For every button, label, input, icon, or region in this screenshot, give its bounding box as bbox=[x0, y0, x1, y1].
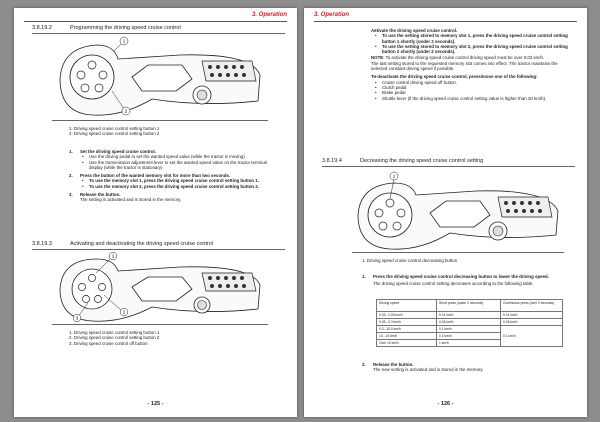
table-cell: 0.01 km/h bbox=[501, 312, 563, 319]
step-bullet: • To use the memory slot 2, press the driving speed cruise control setting button 2. bbox=[69, 184, 281, 189]
step-number: 2. bbox=[69, 173, 73, 179]
callout-1: 1 bbox=[392, 173, 396, 179]
table-cell: 10...15 km/h bbox=[377, 333, 437, 340]
step-text: Set the driving speed cruise control. bbox=[80, 149, 156, 154]
deactivate-item: • Cruise control driving speed off button. bbox=[362, 80, 571, 85]
legend-item: 2. Driving speed cruise control setting button 2 bbox=[69, 335, 160, 341]
table-cell-merged: 0.1 km/h bbox=[501, 326, 563, 347]
deactivate-item: • Shuttle lever (if the driving speed cruise control setting value is higher than 20 km/h). bbox=[362, 96, 571, 101]
activate-block bbox=[362, 28, 571, 101]
section-number: 3.8.19.4 bbox=[322, 158, 342, 164]
step-note: The driving speed cruise control setting decreases according to the following table. bbox=[373, 281, 534, 287]
step-number: 1. bbox=[362, 274, 366, 279]
chapter-title: 3. Operation bbox=[251, 12, 287, 18]
step-bullet: • To use the memory slot 1, press the driving speed cruise control setting button 1. bbox=[69, 178, 281, 183]
left-page-header bbox=[14, 8, 297, 22]
callout-2: 2 bbox=[124, 108, 128, 114]
table-cell: 0.3...10.0 km/h bbox=[377, 326, 437, 333]
figure-legend-1 bbox=[69, 126, 159, 137]
deactivate-item: • Clutch pedal bbox=[362, 85, 571, 90]
note-text-2: The last setting stored to the requested memory slot comes into effect. The tractor maintains the selected constant driving speed if possible. bbox=[371, 60, 558, 72]
activate-heading: • Activate the driving speed cruise control. bbox=[362, 28, 571, 33]
table-cell: 1 km/h bbox=[437, 340, 501, 347]
table-header-cell: Continuous press (over 2 seconds) bbox=[501, 300, 563, 312]
step-text: Release the button. bbox=[80, 192, 121, 198]
step-bullet: • Use the transmission adjustment lever to set the wanted speed value on the tractor terminal display (while the tractor is stationary) bbox=[69, 160, 281, 171]
section-title: Programming the driving speed cruise control bbox=[70, 25, 181, 31]
armrest-figure-1 bbox=[52, 35, 268, 121]
activate-bullet: • To use the setting stored to memory slot 2, press the driving speed cruise control setting button 2 shortly (under 2 seconds). bbox=[362, 44, 571, 55]
table-cell: 0.2 km/h bbox=[437, 333, 501, 340]
step-number: 3. bbox=[69, 192, 73, 198]
table-cell: Over 15 km/h bbox=[377, 340, 437, 347]
table-header-cell: Short press (under 2 seconds) bbox=[437, 300, 501, 312]
table-cell: 0.05 km/h bbox=[437, 319, 501, 326]
table-header-cell: Driving speed bbox=[377, 300, 437, 312]
section-heading-3-8-19-3 bbox=[32, 240, 285, 250]
figure-legend-3 bbox=[362, 258, 457, 263]
section-title: Activating and deactivating the driving speed cruise control bbox=[70, 241, 214, 247]
steps-decreasing bbox=[362, 274, 571, 287]
legend-item: 1. Driving speed cruise control setting button 1 bbox=[69, 330, 160, 335]
step-text: Press the button of the wanted memory slot for more than two seconds. bbox=[80, 173, 231, 179]
legend-item: 3. Driving speed cruise control off button bbox=[69, 340, 148, 346]
note-text: : To activate the driving speed cruise control driving speed must be over 0.03 km/h. bbox=[383, 55, 545, 61]
legend-item: 1. Driving speed cruise control decreasing button bbox=[362, 258, 458, 263]
section-title: Decreasing the driving speed cruise control setting bbox=[360, 158, 484, 164]
page-number: - 126 - bbox=[437, 401, 454, 407]
legend-item: 2. Driving speed cruise control setting button 2 bbox=[69, 131, 160, 137]
page-number: - 125 - bbox=[147, 401, 164, 407]
armrest-figure-2 bbox=[52, 251, 268, 325]
table-cell: 0.05 km/h bbox=[501, 319, 563, 326]
armrest-figure-3 bbox=[352, 169, 564, 253]
step-release bbox=[362, 362, 571, 373]
chapter-title: 3. Operation bbox=[314, 12, 350, 18]
section-heading-3-8-19-2 bbox=[32, 24, 285, 34]
step-number: 2. bbox=[362, 362, 366, 367]
activate-bullet: • To use the setting stored to memory slot 1, press the driving speed cruise control setting button 1 shortly (under 2 seconds). bbox=[362, 33, 571, 44]
callout-3: 3 bbox=[75, 315, 79, 321]
callout-1: 1 bbox=[122, 38, 126, 44]
step-text: Release the button. bbox=[373, 362, 414, 367]
table-cell: 0.1 km/h bbox=[437, 326, 501, 333]
table-row bbox=[377, 326, 563, 333]
step-text: Press the driving speed cruise control decreasing button to lower the driving speed. bbox=[373, 274, 549, 279]
table-row bbox=[377, 319, 563, 326]
section-number: 3.8.19.2 bbox=[32, 25, 52, 31]
note-label: NOTE bbox=[371, 55, 384, 61]
legend-item: 1. Driving speed cruise control setting button 1 bbox=[69, 126, 160, 131]
speed-decrease-table bbox=[376, 299, 563, 347]
table-cell: 0.01 km/h bbox=[437, 312, 501, 319]
page-126 bbox=[304, 8, 587, 417]
step-note: The setting is activated and is stored in the memory. bbox=[80, 197, 182, 203]
callout-1: 1 bbox=[111, 253, 115, 259]
table-header-row bbox=[377, 300, 563, 312]
table-cell: 0.03...0.05 km/h bbox=[377, 312, 437, 319]
page-header bbox=[314, 8, 577, 22]
table-cell: 0.05...0.3 km/h bbox=[377, 319, 437, 326]
step-note: The new setting is activated and is stored in the memory. bbox=[373, 367, 484, 373]
figure-legend-2 bbox=[69, 330, 159, 346]
step-number: 1. bbox=[69, 149, 73, 154]
steps-programming bbox=[69, 149, 281, 203]
page-125 bbox=[14, 8, 297, 417]
deactivate-item: • Brake pedal bbox=[362, 90, 571, 95]
deactivate-heading: • To deactivate the driving speed cruise control, press/move one of the following: bbox=[362, 74, 571, 79]
table-row bbox=[377, 312, 563, 319]
callout-2: 2 bbox=[122, 309, 126, 315]
section-number: 3.8.19.3 bbox=[32, 241, 52, 247]
section-heading-3-8-19-4 bbox=[322, 157, 575, 167]
step-bullet: • Use the driving pedal to set the wanted speed value (while the tractor is moving) bbox=[69, 154, 281, 159]
